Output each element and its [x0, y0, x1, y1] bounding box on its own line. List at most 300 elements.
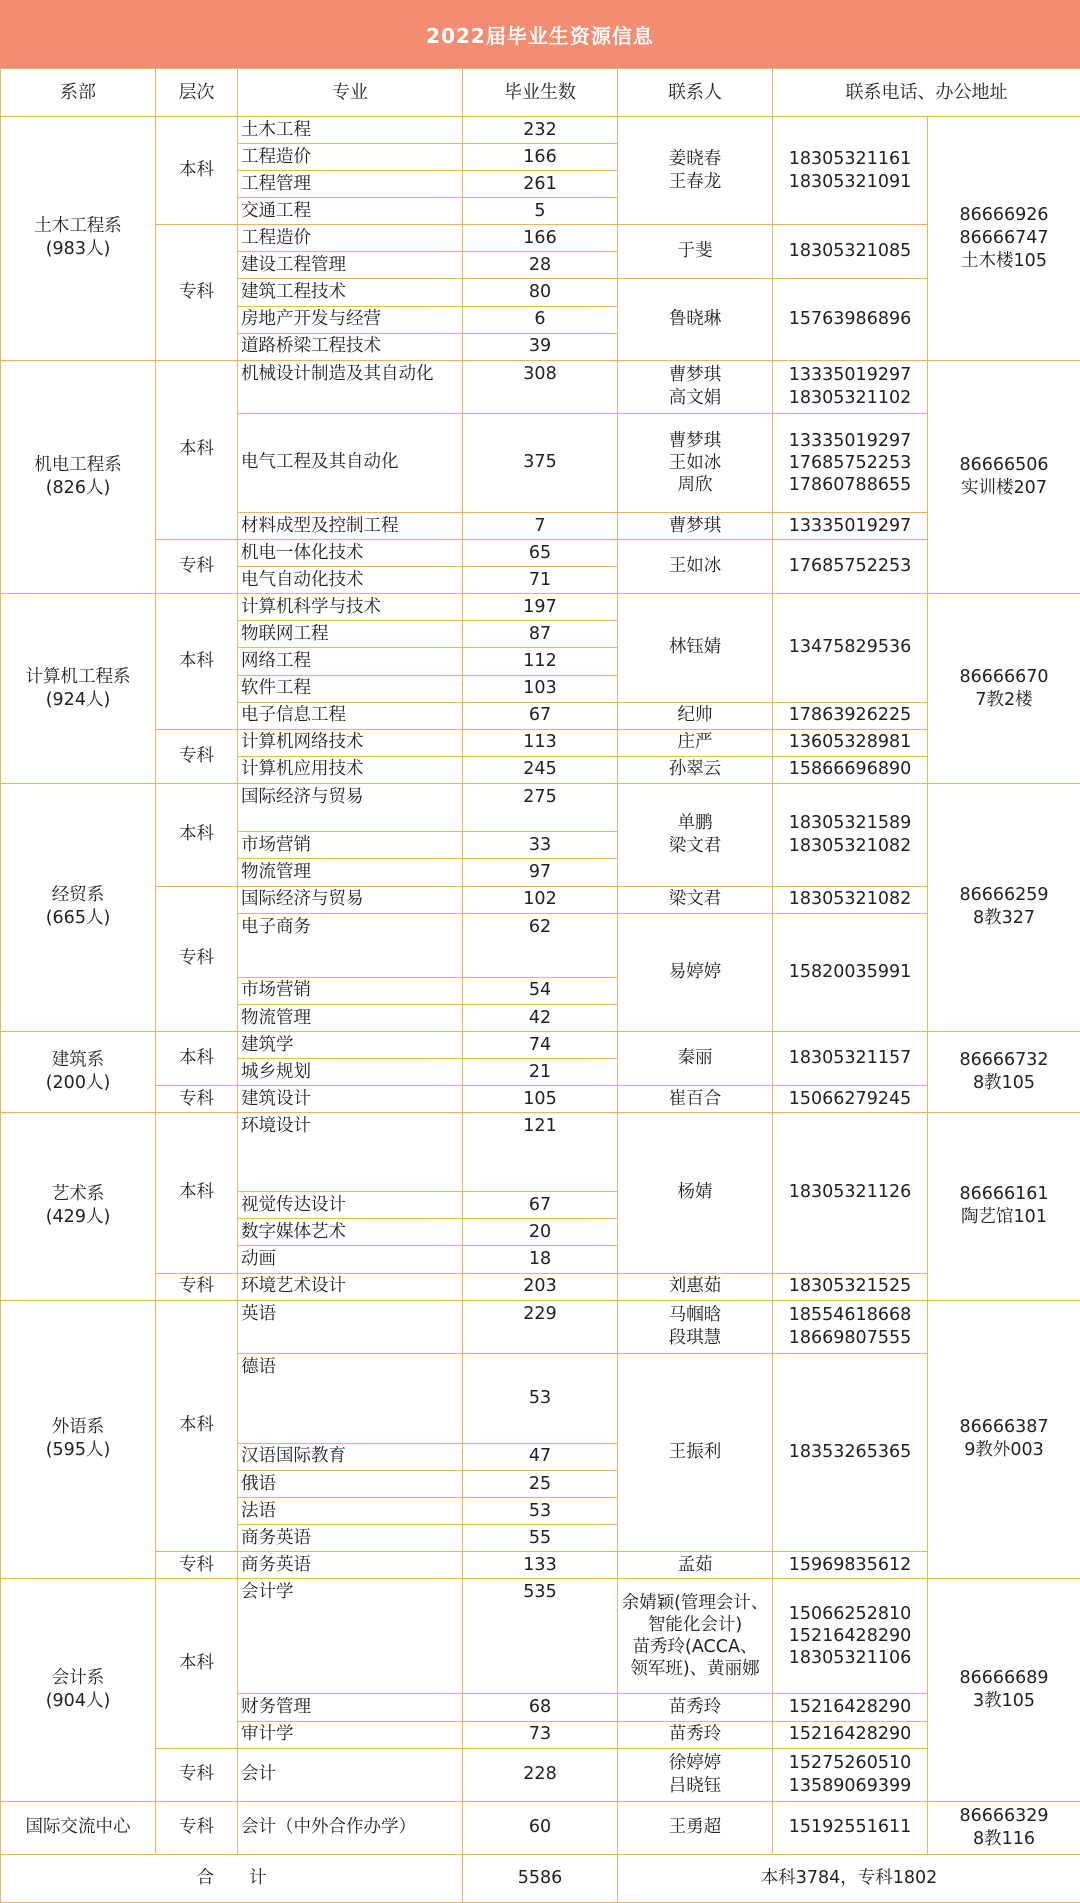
contact-cell: [618, 1113, 773, 1273]
contact-cell: [618, 1086, 773, 1113]
count-cell: 73: [463, 1721, 618, 1748]
phone-line: 13475829536: [788, 637, 912, 658]
major-cell: 计算机科学与技术: [238, 594, 463, 621]
phone-line: 18353265365: [788, 1441, 912, 1462]
count-cell: 55: [463, 1525, 618, 1552]
contact-cell: [618, 117, 773, 225]
graduate-info-table: [0, 68, 1080, 1903]
level-cell: 专科: [156, 1552, 238, 1579]
contact-cell: [618, 225, 773, 279]
dept-cell: [1, 117, 156, 361]
count-cell: 28: [463, 252, 618, 279]
phone-line: 18305321085: [788, 241, 912, 262]
phone-line: 17685752253: [788, 452, 912, 473]
contact-line: 梁文君: [668, 835, 722, 856]
count-cell: 261: [463, 171, 618, 198]
phone-cell: [773, 1273, 928, 1300]
phone-cell: [773, 702, 928, 729]
table-row: [1, 1273, 1080, 1300]
phone-cell: [773, 783, 928, 886]
phone-line: 18305321082: [788, 835, 912, 856]
table-row: [1, 1552, 1080, 1579]
office-cell: [928, 1801, 1080, 1854]
phone-cell: [773, 513, 928, 540]
phone-cell: [773, 913, 928, 1031]
office-line: 7教2楼: [975, 689, 1033, 710]
count-cell: 105: [463, 1086, 618, 1113]
major-cell: 土木工程: [238, 117, 463, 144]
dept-line: 经贸系: [51, 885, 105, 906]
phone-line: 15216428290: [788, 1696, 912, 1717]
count-cell: 25: [463, 1471, 618, 1498]
count-cell: 308: [463, 360, 618, 413]
contact-cell: [618, 1721, 773, 1748]
phone-line: 13335019297: [788, 430, 912, 451]
contact-cell: [618, 783, 773, 886]
contact-cell: [618, 756, 773, 783]
count-cell: 275: [463, 783, 618, 832]
header-cell: 系部: [1, 69, 156, 117]
dept-cell: [1, 360, 156, 594]
table-row: [1, 1579, 1080, 1694]
phone-line: 15216428290: [788, 1626, 912, 1647]
contact-cell: [618, 279, 773, 360]
count-cell: 67: [463, 702, 618, 729]
contact-cell: [618, 594, 773, 702]
level-cell: 本科: [156, 1579, 238, 1748]
major-cell: 商务英语: [238, 1525, 463, 1552]
count-cell: 71: [463, 567, 618, 594]
major-cell: 建筑工程技术: [238, 279, 463, 306]
level-cell: 本科: [156, 1032, 238, 1086]
phone-line: 18305321106: [788, 1648, 912, 1669]
office-line: 3教105: [972, 1690, 1036, 1711]
major-cell: 工程管理: [238, 171, 463, 198]
office-line: 86666732: [959, 1050, 1049, 1071]
contact-cell: [618, 1273, 773, 1300]
count-cell: 39: [463, 333, 618, 360]
count-cell: 375: [463, 413, 618, 512]
contact-cell: [618, 540, 773, 594]
contact-line: 王如冰: [668, 556, 722, 577]
dept-cell: [1, 1032, 156, 1113]
count-cell: 103: [463, 675, 618, 702]
major-cell: 会计: [238, 1748, 463, 1801]
phone-line: 18305321082: [788, 889, 912, 910]
phone-cell: [773, 756, 928, 783]
major-cell: 商务英语: [238, 1552, 463, 1579]
major-cell: 建设工程管理: [238, 252, 463, 279]
count-cell: 68: [463, 1694, 618, 1721]
dept-cell: [1, 1801, 156, 1854]
header-cell: 毕业生数: [463, 69, 618, 117]
contact-cell: [618, 1801, 773, 1854]
dept-line: (429人): [45, 1207, 111, 1228]
major-cell: 电子商务: [238, 913, 463, 977]
office-line: 86666689: [959, 1667, 1049, 1688]
office-line: 9教外003: [964, 1440, 1044, 1461]
header-cell: 联系人: [618, 69, 773, 117]
phone-cell: [773, 594, 928, 702]
contact-cell: [618, 1579, 773, 1694]
count-cell: 62: [463, 913, 618, 977]
table-row: [1, 1801, 1080, 1854]
count-cell: 33: [463, 832, 618, 859]
contact-line: 智能化会计): [647, 1615, 743, 1636]
major-cell: 道路桥梁工程技术: [238, 333, 463, 360]
table-row: [1, 729, 1080, 756]
phone-line: 18305321161: [788, 148, 912, 169]
major-cell: 城乡规划: [238, 1059, 463, 1086]
office-cell: [928, 117, 1080, 361]
count-cell: 65: [463, 540, 618, 567]
phone-cell: [773, 1721, 928, 1748]
table-row: [1, 540, 1080, 567]
phone-cell: [773, 1086, 928, 1113]
phone-cell: [773, 886, 928, 913]
contact-cell: [618, 413, 773, 512]
major-cell: 房地产开发与经营: [238, 306, 463, 333]
count-cell: 7: [463, 513, 618, 540]
major-cell: 国际经济与贸易: [238, 783, 463, 832]
count-cell: 229: [463, 1300, 618, 1353]
level-cell: 本科: [156, 1300, 238, 1552]
contact-line: 领军班)、黄丽娜: [630, 1659, 760, 1680]
dept-cell: [1, 1579, 156, 1801]
count-cell: 197: [463, 594, 618, 621]
contact-line: 曹梦琪: [668, 515, 722, 536]
contact-line: 余婧颖(管理会计、: [621, 1593, 769, 1614]
dept-line: 土木工程系: [34, 216, 122, 237]
header-cell: 层次: [156, 69, 238, 117]
phone-line: 15866696890: [788, 759, 912, 780]
major-cell: 计算机网络技术: [238, 729, 463, 756]
phone-cell: [773, 1748, 928, 1801]
phone-line: 18305321589: [788, 812, 912, 833]
count-cell: 166: [463, 225, 618, 252]
major-cell: 建筑设计: [238, 1086, 463, 1113]
phone-line: 15192551611: [788, 1817, 912, 1838]
dept-line: (826人): [45, 477, 111, 498]
major-cell: 动画: [238, 1246, 463, 1273]
level-cell: 专科: [156, 1801, 238, 1854]
dept-cell: [1, 1300, 156, 1579]
phone-cell: [773, 279, 928, 360]
dept-line: 国际交流中心: [25, 1817, 131, 1838]
dept-line: (665人): [45, 908, 111, 929]
level-cell: 本科: [156, 117, 238, 225]
major-cell: 工程造价: [238, 144, 463, 171]
phone-line: 15216428290: [788, 1724, 912, 1745]
phone-cell: [773, 540, 928, 594]
contact-line: 孟茹: [677, 1554, 713, 1575]
count-cell: 6: [463, 306, 618, 333]
office-line: 86666329: [959, 1805, 1049, 1826]
phone-line: 15969835612: [788, 1554, 912, 1575]
phone-cell: [773, 1552, 928, 1579]
table-row: [1, 225, 1080, 252]
major-cell: 环境设计: [238, 1113, 463, 1192]
total-label: 合 计: [1, 1855, 463, 1903]
table-row: [1, 886, 1080, 913]
table-row: [1, 1032, 1080, 1059]
dept-line: 计算机工程系: [25, 666, 131, 687]
phone-line: 15763986896: [788, 309, 912, 330]
count-cell: 232: [463, 117, 618, 144]
contact-line: 秦丽: [677, 1048, 713, 1069]
phone-cell: [773, 1694, 928, 1721]
phone-line: 18305321126: [788, 1182, 912, 1203]
contact-cell: [618, 1552, 773, 1579]
contact-line: 梁文君: [668, 889, 722, 910]
major-cell: 会计学: [238, 1579, 463, 1694]
table-body: [1, 117, 1080, 1855]
office-line: 8教105: [972, 1073, 1036, 1094]
phone-line: 17860788655: [788, 474, 912, 495]
major-cell: 德语: [238, 1353, 463, 1443]
phone-line: 15066252810: [788, 1604, 912, 1625]
dept-line: (595人): [45, 1440, 111, 1461]
major-cell: 物联网工程: [238, 621, 463, 648]
table-row: [1, 594, 1080, 621]
contact-cell: [618, 729, 773, 756]
level-cell: 专科: [156, 1748, 238, 1801]
dept-line: (924人): [45, 689, 111, 710]
office-line: 陶艺馆101: [961, 1207, 1047, 1228]
contact-cell: [618, 1032, 773, 1086]
contact-line: 孙翠云: [668, 759, 722, 780]
level-cell: 专科: [156, 1273, 238, 1300]
major-cell: 视觉传达设计: [238, 1192, 463, 1219]
count-cell: 228: [463, 1748, 618, 1801]
table-row: [1, 360, 1080, 413]
count-cell: 53: [463, 1353, 618, 1443]
contact-cell: [618, 1748, 773, 1801]
office-cell: [928, 594, 1080, 784]
total-breakdown: 本科3784，专科1802: [618, 1855, 1080, 1903]
phone-line: 18305321157: [788, 1048, 912, 1069]
office-line: 86666161: [959, 1184, 1049, 1205]
office-cell: [928, 783, 1080, 1031]
major-cell: 汉语国际教育: [238, 1443, 463, 1470]
contact-line: 易婷婷: [668, 961, 722, 982]
phone-line: 13335019297: [788, 364, 912, 385]
page-title: 2022届毕业生资源信息: [0, 0, 1080, 68]
header-cell: 专业: [238, 69, 463, 117]
count-cell: 245: [463, 756, 618, 783]
major-cell: 会计（中外合作办学）: [238, 1801, 463, 1854]
count-cell: 97: [463, 859, 618, 886]
contact-line: 王勇超: [668, 1817, 722, 1838]
count-cell: 54: [463, 977, 618, 1004]
office-cell: [928, 1032, 1080, 1113]
dept-cell: [1, 1113, 156, 1300]
phone-line: 13605328981: [788, 732, 912, 753]
major-cell: 软件工程: [238, 675, 463, 702]
contact-line: 刘惠茹: [668, 1276, 722, 1297]
office-line: 86666259: [959, 885, 1049, 906]
dept-cell: [1, 594, 156, 784]
dept-line: 机电工程系: [34, 454, 122, 475]
level-cell: 专科: [156, 1086, 238, 1113]
office-line: 8教116: [972, 1828, 1036, 1849]
phone-cell: [773, 1300, 928, 1353]
contact-line: 高文娟: [668, 387, 722, 408]
phone-cell: [773, 1801, 928, 1854]
count-cell: 102: [463, 886, 618, 913]
contact-line: 王春龙: [668, 171, 722, 192]
major-cell: 工程造价: [238, 225, 463, 252]
phone-cell: [773, 1113, 928, 1273]
table-row: [1, 1113, 1080, 1192]
contact-line: 王振利: [668, 1441, 722, 1462]
contact-line: 吕晓钰: [668, 1775, 722, 1796]
level-cell: 专科: [156, 225, 238, 360]
office-cell: [928, 1113, 1080, 1300]
contact-line: 纪帅: [677, 705, 713, 726]
contact-cell: [618, 1694, 773, 1721]
major-cell: 财务管理: [238, 1694, 463, 1721]
count-cell: 121: [463, 1113, 618, 1192]
major-cell: 环境艺术设计: [238, 1273, 463, 1300]
count-cell: 203: [463, 1273, 618, 1300]
contact-line: 杨婧: [677, 1182, 713, 1203]
contact-line: 苗秀玲(ACCA、: [632, 1637, 758, 1658]
total-row: [1, 1855, 1080, 1903]
level-cell: 本科: [156, 783, 238, 886]
dept-line: (200人): [45, 1073, 111, 1094]
major-cell: 市场营销: [238, 977, 463, 1004]
count-cell: 87: [463, 621, 618, 648]
office-line: 86666506: [959, 454, 1049, 475]
office-line: 86666747: [959, 227, 1049, 248]
table-row: [1, 1748, 1080, 1801]
table-row: [1, 117, 1080, 144]
contact-line: 周欣: [677, 474, 713, 495]
phone-cell: [773, 1353, 928, 1552]
office-line: 86666670: [959, 666, 1049, 687]
major-cell: 交通工程: [238, 198, 463, 225]
header-cell: 联系电话、办公地址: [773, 69, 1080, 117]
major-cell: 网络工程: [238, 648, 463, 675]
dept-line: 艺术系: [51, 1184, 105, 1205]
dept-line: 外语系: [51, 1417, 105, 1438]
major-cell: 电气工程及其自动化: [238, 413, 463, 512]
count-cell: 20: [463, 1219, 618, 1246]
contact-line: 林钰婧: [668, 637, 722, 658]
contact-cell: [618, 360, 773, 413]
dept-line: (983人): [45, 239, 111, 260]
major-cell: 法语: [238, 1498, 463, 1525]
office-cell: [928, 1579, 1080, 1801]
level-cell: 专科: [156, 886, 238, 1032]
contact-line: 姜晓春: [668, 148, 722, 169]
contact-cell: [618, 1300, 773, 1353]
level-cell: 专科: [156, 540, 238, 594]
major-cell: 电气自动化技术: [238, 567, 463, 594]
phone-line: 15066279245: [788, 1088, 912, 1109]
total-count: 5586: [463, 1855, 618, 1903]
table-row: [1, 783, 1080, 832]
count-cell: 21: [463, 1059, 618, 1086]
count-cell: 47: [463, 1443, 618, 1470]
phone-line: 17685752253: [788, 556, 912, 577]
contact-cell: [618, 886, 773, 913]
contact-line: 徐婷婷: [668, 1752, 722, 1773]
count-cell: 74: [463, 1032, 618, 1059]
count-cell: 42: [463, 1004, 618, 1031]
phone-line: 18669807555: [788, 1327, 912, 1348]
major-cell: 市场营销: [238, 832, 463, 859]
phone-cell: [773, 360, 928, 413]
phone-cell: [773, 729, 928, 756]
count-cell: 5: [463, 198, 618, 225]
major-cell: 计算机应用技术: [238, 756, 463, 783]
count-cell: 60: [463, 1801, 618, 1854]
phone-line: 13589069399: [788, 1775, 912, 1796]
office-line: 86666926: [959, 204, 1049, 225]
contact-line: 段琪慧: [668, 1327, 722, 1348]
count-cell: 535: [463, 1579, 618, 1694]
table-row: [1, 1086, 1080, 1113]
phone-cell: [773, 1579, 928, 1694]
phone-cell: [773, 225, 928, 279]
phone-cell: [773, 117, 928, 225]
office-line: 8教327: [972, 908, 1036, 929]
major-cell: 物流管理: [238, 859, 463, 886]
major-cell: 材料成型及控制工程: [238, 513, 463, 540]
major-cell: 俄语: [238, 1471, 463, 1498]
level-cell: 本科: [156, 1113, 238, 1273]
count-cell: 53: [463, 1498, 618, 1525]
contact-line: 曹梦琪: [668, 364, 722, 385]
count-cell: 80: [463, 279, 618, 306]
office-cell: [928, 1300, 1080, 1579]
level-cell: 本科: [156, 360, 238, 539]
phone-line: 15275260510: [788, 1752, 912, 1773]
major-cell: 机电一体化技术: [238, 540, 463, 567]
count-cell: 18: [463, 1246, 618, 1273]
major-cell: 英语: [238, 1300, 463, 1353]
contact-line: 单鹏: [677, 812, 713, 833]
dept-cell: [1, 783, 156, 1031]
header-row: [1, 69, 1080, 117]
contact-cell: [618, 913, 773, 1031]
table-row: [1, 1300, 1080, 1353]
contact-line: 王如冰: [668, 452, 722, 473]
contact-cell: [618, 1353, 773, 1552]
contact-line: 曹梦琪: [668, 430, 722, 451]
major-cell: 国际经济与贸易: [238, 886, 463, 913]
contact-line: 苗秀玲: [668, 1724, 722, 1745]
office-line: 实训楼207: [961, 477, 1047, 498]
level-cell: 专科: [156, 729, 238, 783]
major-cell: 机械设计制造及其自动化: [238, 360, 463, 413]
count-cell: 112: [463, 648, 618, 675]
office-line: 土木楼105: [961, 250, 1047, 271]
phone-line: 18305321091: [788, 171, 912, 192]
contact-cell: [618, 513, 773, 540]
contact-line: 庄严: [677, 732, 713, 753]
contact-line: 苗秀玲: [668, 1696, 722, 1717]
office-cell: [928, 360, 1080, 594]
major-cell: 电子信息工程: [238, 702, 463, 729]
phone-line: 18305321102: [788, 387, 912, 408]
major-cell: 审计学: [238, 1721, 463, 1748]
phone-cell: [773, 1032, 928, 1086]
contact-cell: [618, 702, 773, 729]
dept-line: (904人): [45, 1690, 111, 1711]
